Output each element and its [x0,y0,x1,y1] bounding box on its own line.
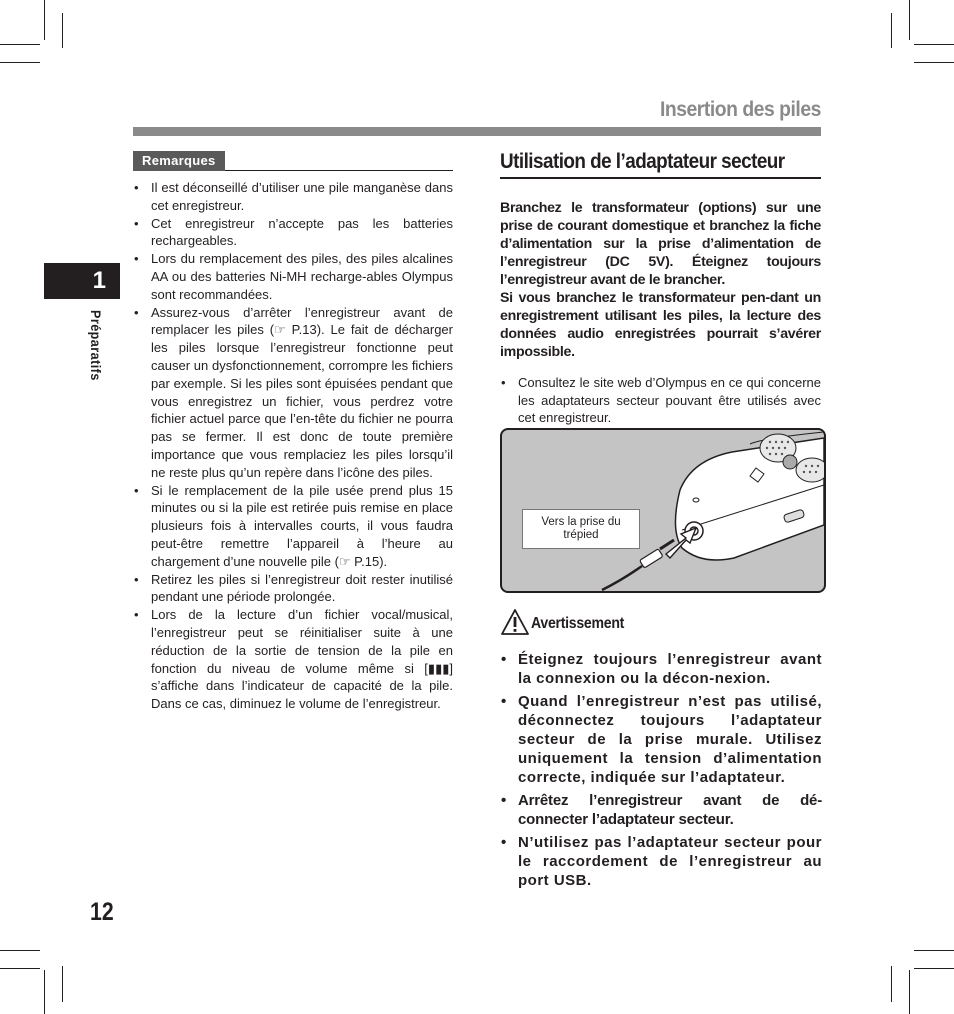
crop-mark [891,966,892,1002]
intro-paragraph: Si vous branchez le transformateur pen-dant un enregistrement utilisant les piles, la lecture des données audio enregistrées pourrait s’avérer impossible. [500,290,821,360]
crop-mark [914,968,954,969]
header-rule [133,127,821,136]
warning-triangle-icon [500,608,530,636]
info-list [500,374,821,427]
list-item: • Éteignez toujours l’enregistreur avant la connexion ou la décon-nexion. [500,650,822,688]
remarques-label: Remarques [133,151,225,171]
list-item: • Retirez les piles si l’enregistreur doit rester inutilisé pendant une période prolongée. [133,571,453,607]
crop-mark [914,62,954,63]
crop-mark [914,950,954,951]
crop-mark [0,950,40,951]
intro-paragraph: Branchez le transformateur (options) sur une prise de courant domestique et branchez la fiche d’alimentation sur la prise d’alimentation de l’enregistreur (DC 5V). Éteignez toujours l’enregistreur avant de le brancher. [500,200,821,288]
chapter-label [84,310,106,400]
chapter-number: 1 [92,267,106,294]
crop-mark [0,44,40,45]
chapter-label-text: Préparatifs [88,310,104,381]
remarques-header [133,150,453,171]
list-item: • Cet enregistreur n’accepte pas les batteries rechargeables. [133,215,453,251]
crop-mark [909,0,910,40]
warning-header [500,608,822,638]
list-item: • Arrêtez l’enregistreur avant de dé-connecter l’adaptateur secteur. [500,791,822,829]
section-title: Utilisation de l’adaptateur secteur [500,150,785,173]
right-column [500,148,821,427]
figure-callout-line: trépied [563,529,599,541]
notes-list [133,179,453,713]
crop-mark [44,970,45,1014]
list-item: • Il est déconseillé d’utiliser une pile manganèse dans cet enregistreur. [133,179,453,215]
warning-title: Avertissement [531,615,625,632]
left-column [133,150,453,713]
page-number: 12 [90,898,114,926]
list-item: • Lors de la lecture d’un fichier vocal/musical, l’enregistreur peut se réinitialiser suite à une réduction de la sortie de tension de la pile en fonction du niveau de volume même si [▮▮▮] s’affiche dans l’indicateur de capacité de la pile. Dans ce cas, diminuez le volume de l’enregistreur. [133,606,453,713]
list-item: • Quand l’enregistreur n’est pas utilisé, déconnectez toujours l’adaptateur secteur de la prise murale. Utilisez uniquement la tension d’alimentation correcte, indiquée sur l’adaptateur. [500,692,822,787]
list-item: • Assurez-vous d’arrêter l’enregistreur avant de remplacer les piles (☞ P.13). Le fait de décharger les piles lorsque l’enregistreur fonctionne peut causer un dysfonctionnement, corrompre les fichiers par exemple. Si les piles sont épuisées pendant que vous enregistrez un fichier, vous perdrez votre fichier actuel parce que l’en-tête du fichier ne pourra pas se fermer. Il est donc de toute première importance que vous remplaciez les piles lorsqu’il ne reste plus qu’un repère dans l’icône des piles. [133,304,453,482]
list-item: • Lors du remplacement des piles, des piles alcalines AA ou des batteries Ni-MH recharge-ables Olympus sont recommandées. [133,250,453,303]
crop-mark [62,966,63,1002]
page-header-title: Insertion des piles [660,98,821,121]
intro-text [500,199,821,361]
warning-block [500,608,822,894]
crop-mark [0,62,40,63]
list-item: • N’utilisez pas l’adaptateur secteur pour le raccordement de l’enregistreur au port USB. [500,833,822,890]
list-item: • Consultez le site web d’Olympus en ce qui concerne les adaptateurs secteur pouvant être utilisés avec cet enregistreur. [500,374,821,427]
crop-mark [0,968,40,969]
crop-mark [44,0,45,40]
warning-list [500,650,822,890]
adapter-illustration [500,428,826,593]
section-rule [500,177,821,179]
list-item: • Si le remplacement de la pile usée prend plus 15 minutes ou si la pile est retirée puis remise en place plusieurs fois à intervalles courts, il vous faudra peut-être remettre l’appareil à l’heure au chargement d’une nouvelle pile (☞ P.15). [133,482,453,571]
chapter-tab [44,263,120,299]
crop-mark [62,13,63,48]
crop-mark [891,13,892,48]
figure-callout-line: Vers la prise du [541,515,621,528]
figure-callout [522,509,640,549]
crop-mark [909,970,910,1014]
crop-mark [914,44,954,45]
